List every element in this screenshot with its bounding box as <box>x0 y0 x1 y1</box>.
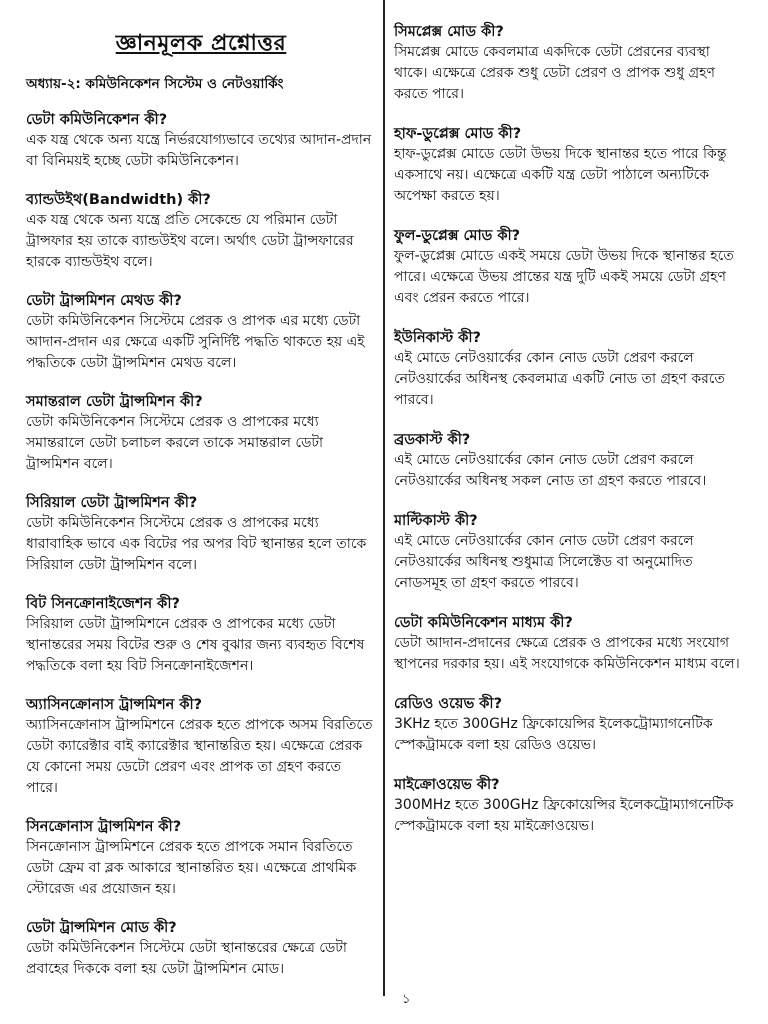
answer: ডেটা কমিউনিকেশন সিস্টেমে প্রেরক ও প্রাপক এর মধ্যে ডেটা আদান-প্রদান এর ক্ষেত্রে একটি সুনির্দিষ্ট পদ্ধতি থাকতে হয় এই পদ্ধতিকে ডেটা ট্রান্সমিশন মেথড বলে। <box>26 313 365 371</box>
question: ডেটা কমিউনিকেশন মাধ্যম কী? <box>394 615 573 631</box>
question: ব্রডকাস্ট কী? <box>394 432 471 448</box>
answer: এক যন্ত্র থেকে অন্য যন্ত্রে প্রতি সেকেন্ডে যে পরিমান ডেটা ট্রান্সফার হয় তাকে ব্যান্ডউইথ বলে। অর্থাৎ ডেটা ট্রান্সফারের হারকে ব্যান্ডউইথ বলে। <box>26 212 354 270</box>
right-column <box>394 22 746 837</box>
qa-item <box>26 392 376 475</box>
answer: ডেটা আদান-প্রদানের ক্ষেত্রে প্রেরক ও প্রাপকের মধ্যে সংযোগ স্থাপনের দরকার হয়। এই সংযোগকে কমিউনিকেশন মাধ্যম বলে। <box>394 635 740 672</box>
left-column <box>26 22 376 980</box>
question: রেডিও ওয়েভ কী? <box>394 696 502 712</box>
answer: সিনক্রোনাস ট্রান্সমিশনে প্রেরক হতে প্রাপকে সমান বিরতিতে ডেটা ফ্রেম বা ব্লক আকারে স্থানান্তরিত হয়। এক্ষেত্রে প্রাথমিক স্টোরেজ এর প্রয়োজন হয়। <box>26 839 357 897</box>
qa-item <box>26 110 376 172</box>
page-title: জ্ঞানমূলক প্রশ্নোত্তর <box>115 30 287 56</box>
qa-item <box>26 190 376 273</box>
answer: 300MHz হতে 300GHz ফ্রিকোয়েন্সির ইলেকট্রোম্যাগনেটিক স্পেকট্রামকে বলা হয় মাইক্রোওয়েভ। <box>394 797 734 834</box>
qa-item <box>394 22 746 105</box>
question: সিনক্রোনাস ট্রান্সমিশন কী? <box>26 819 182 835</box>
answer: ডেটা কমিউনিকেশন সিস্টেমে প্রেরক ও প্রাপকের মধ্যে সমান্তরালে ডেটা চলাচল করলে তাকে সমান্তরাল ডেটা ট্রান্সমিশন বলে। <box>26 414 324 472</box>
answer: এক যন্ত্র থেকে অন্য যন্ত্রে নির্ভরযোগ্যভাবে তথ্যের আদান-প্রদান বা বিনিময়ই হচ্ছে ডেটা কমিউনিকেশন। <box>26 132 372 169</box>
answer: এই মোডে নেটওয়ার্কের কোন নোড ডেটা প্রেরণ করলে নেটওয়ার্কের অধিনস্থ শুধুমাত্র সিলেক্টেড বা অনুমোদিত নোডসমূহ তা গ্রহণ করতে পারবে। <box>394 533 694 591</box>
answer: সিরিয়াল ডেটা ট্রান্সমিশনে প্রেরক ও প্রাপকের মধ্যে ডেটা স্থানান্তরের সময় বিটের শুরু ও শেষ বুঝার জন্য ব্যবহৃত বিশেষ পদ্ধতিকে বলা হয় বিট সিনক্রোনাইজেশন। <box>26 616 365 674</box>
qa-item <box>394 613 746 675</box>
page-number: ১ <box>402 992 411 1007</box>
question: মাল্টিকাস্ট কী? <box>394 513 478 529</box>
qa-item <box>394 775 746 837</box>
qa-item <box>26 817 376 900</box>
question: অ্যাসিনক্রোনাস ট্রান্সমিশন কী? <box>26 697 203 713</box>
answer: ডেটা কমিউনিকেশন সিস্টেমে ডেটা স্থানান্তরের ক্ষেত্রে ডেটা প্রবাহের দিককে বলা হয় ডেটা ট্রান্সমিশন মোড। <box>26 940 347 977</box>
question: সমান্তরাল ডেটা ট্রান্সমিশন কী? <box>26 394 203 410</box>
qa-item <box>394 226 746 309</box>
qa-item <box>26 291 376 374</box>
chapter-heading: অধ্যায়-২: কমিউনিকেশন সিস্টেম ও নেটওয়ার্কিং <box>26 76 284 92</box>
qa-item <box>394 694 746 756</box>
answer: এই মোডে নেটওয়ার্কের কোন নোড ডেটা প্রেরণ করলে নেটওয়ার্কের অধিনস্থ কেবলমাত্র একটি নোড তা গ্রহণ করতে পারবে। <box>394 350 725 408</box>
qa-item <box>394 430 746 492</box>
answer: অ্যাসিনক্রোনাস ট্রান্সমিশনে প্রেরক হতে প্রাপকে অসম বিরতিতে ডেটা ক্যারেক্টার বাই ক্যারেক্টার স্থানান্তরিত হয়। এক্ষেত্রে প্রেরক যে কোনো সময় ডেটো প্রেরণ এবং প্রাপক তা গ্রহণ করতে পারে। <box>26 717 373 796</box>
answer: সিমপ্লেক্স মোডে কেবলমাত্র একদিকে ডেটা প্রেরনের ব্যবস্থা থাকে। এক্ষেত্রে প্রেরক শুধু ডেটা প্রেরণ ও প্রাপক শুধু গ্রহণ করতে পারে। <box>394 44 715 102</box>
question: ইউনিকাস্ট কী? <box>394 330 481 346</box>
qa-item <box>26 594 376 677</box>
question: ডেটা ট্রান্সমিশন মেথড কী? <box>26 293 182 309</box>
answer: 3KHz হতে 300GHz ফ্রিকোয়েন্সির ইলেকট্রোম্যাগনেটিক স্পেকট্রামকে বলা হয় রেডিও ওয়েভ। <box>394 716 713 753</box>
qa-item <box>394 511 746 594</box>
qa-item <box>394 328 746 411</box>
answer: ডেটা কমিউনিকেশন সিস্টেমে প্রেরক ও প্রাপকের মধ্যে ধারাবাহিক ভাবে এক বিটের পর অপর বিট স্থানান্তর হলে তাকে সিরিয়াল ডেটা ট্রান্সমিশন বলে। <box>26 515 367 573</box>
question: বিট সিনক্রোনাইজেশন কী? <box>26 596 180 612</box>
answer: ফুল-ডুপ্লেক্স মোডে একই সময়ে ডেটা উভয় দিকে স্থানান্তর হতে পারে। এক্ষেত্রে উভয় প্রান্তের যন্ত্র দুটি একই সময়ে ডেটা গ্রহণ এবং প্রেরন করতে পারে। <box>394 248 734 306</box>
answer: এই মোডে নেটওয়ার্কের কোন নোড ডেটা প্রেরণ করলে নেটওয়ার্কের অধিনস্থ সকল নোড তা গ্রহণ করতে পারবে। <box>394 452 707 489</box>
question: সিমপ্লেক্স মোড কী? <box>394 24 504 40</box>
question: ব্যান্ডউইথ(Bandwidth) কী? <box>26 192 211 208</box>
question: সিরিয়াল ডেটা ট্রান্সমিশন কী? <box>26 495 198 511</box>
qa-item <box>394 124 746 207</box>
answer: হাফ-ডুপ্লেক্স মোডে ডেটা উভয় দিকে স্থানান্তর হতে পারে কিন্তু একসাথে নয়। এক্ষেত্রে একটি যন্ত্র ডেটা পাঠালে অন্যটিকে অপেক্ষা করতে হয়। <box>394 146 727 204</box>
qa-item <box>26 695 376 799</box>
column-divider <box>383 0 385 996</box>
question: মাইক্রোওয়েভ কী? <box>394 777 500 793</box>
question: ডেটা ট্রান্সমিশন মোড কী? <box>26 920 177 936</box>
question: ফুল-ডুপ্লেক্স মোড কী? <box>394 228 521 244</box>
qa-item <box>26 918 376 980</box>
qa-item <box>26 493 376 576</box>
question: ডেটা কমিউনিকেশন কী? <box>26 112 168 128</box>
question: হাফ-ডুপ্লেক্স মোড কী? <box>394 126 522 142</box>
